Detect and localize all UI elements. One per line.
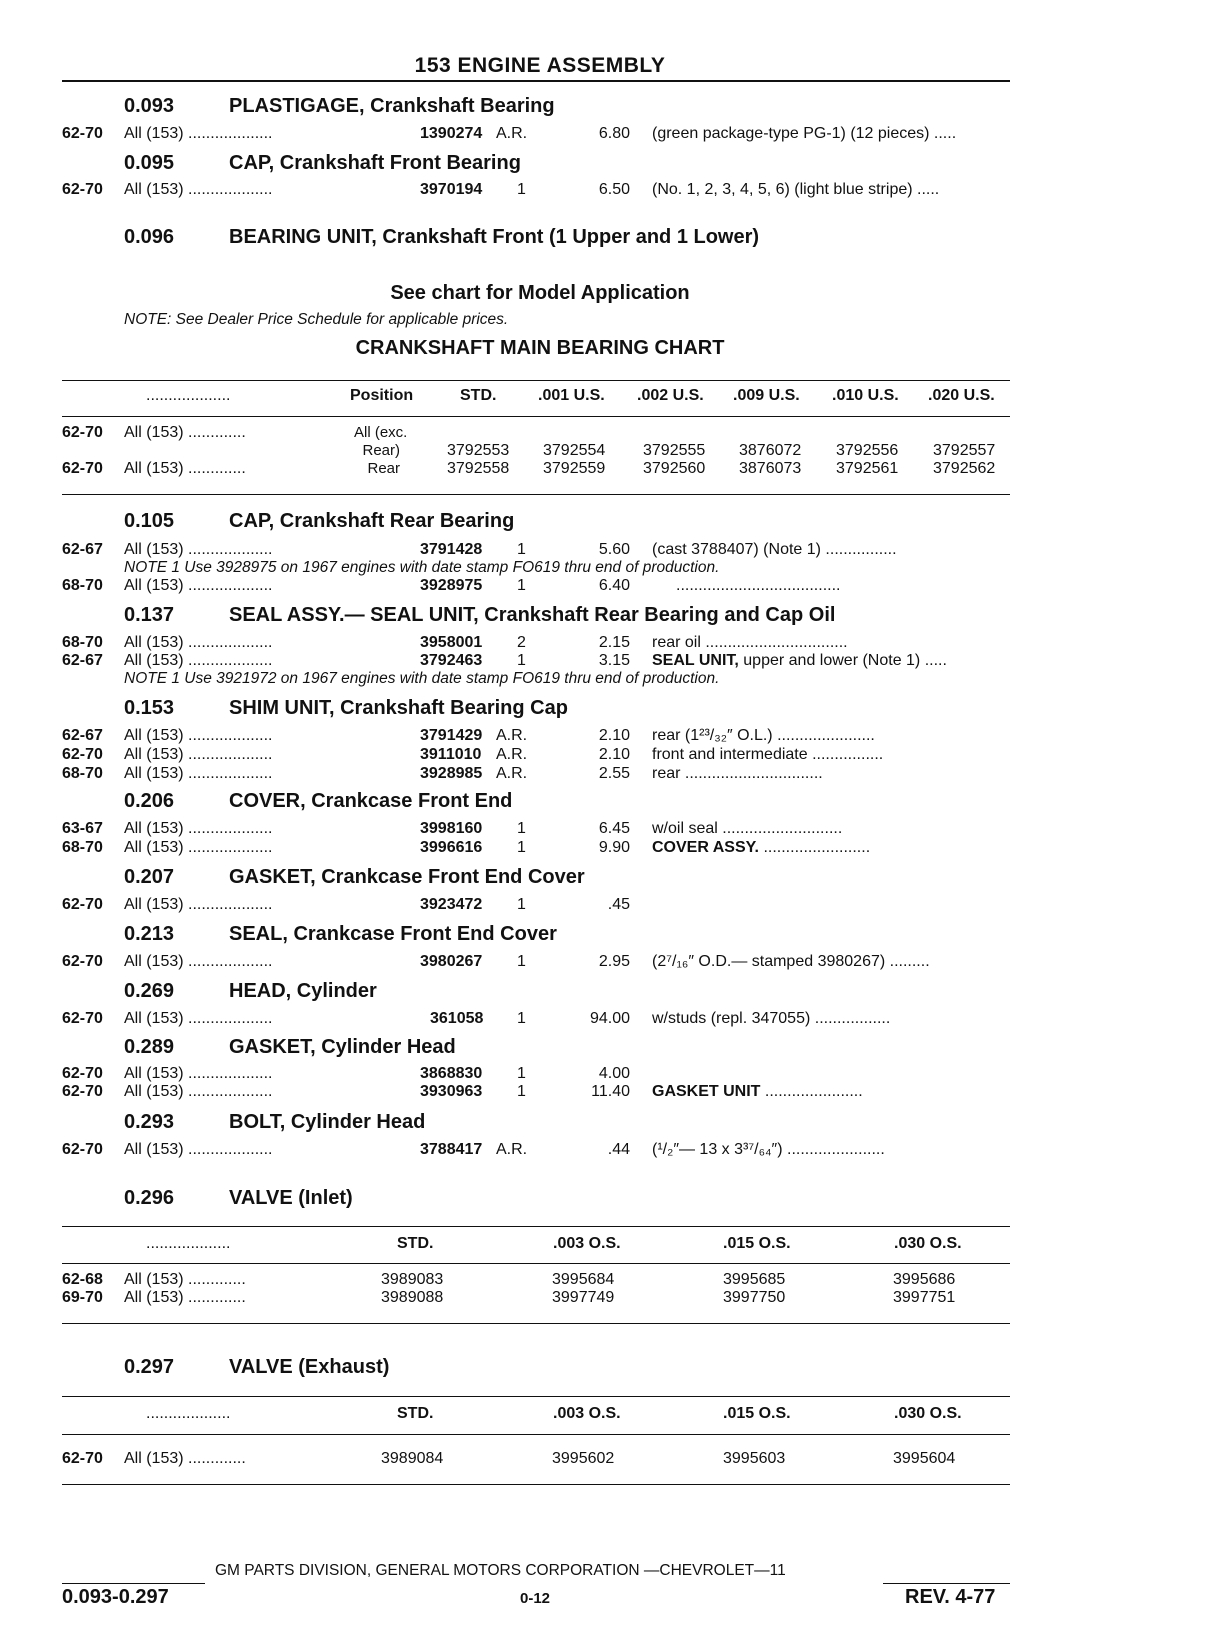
description-rest: ........................ (759, 839, 871, 856)
section-title: VALVE (Exhaust) (229, 1356, 390, 1378)
position: Rear) (362, 442, 400, 459)
part-number: 3928975 (420, 577, 483, 594)
price: 11.40 (591, 1083, 630, 1100)
part-number: 3980267 (420, 953, 483, 970)
table-rule (62, 1396, 1010, 1397)
year-range: 62-70 (62, 1083, 103, 1100)
price: 2.10 (598, 746, 630, 763)
table-rule (62, 416, 1010, 417)
header-dots: ................... (146, 1405, 231, 1422)
table-cell: 3792558 (447, 460, 510, 477)
year-range: 68-70 (62, 634, 103, 651)
footer-rule (883, 1583, 1010, 1584)
application: All (153) ............. (124, 1450, 246, 1467)
column-header: .001 U.S. (538, 387, 605, 404)
price: 2.15 (598, 634, 630, 651)
column-header: Position (350, 387, 414, 404)
table-rule (62, 1484, 1010, 1485)
footer-range: 0.093-0.297 (62, 1586, 169, 1608)
year-range: 68-70 (62, 577, 103, 594)
table-cell: 3792560 (643, 460, 706, 477)
table-cell: 3792559 (543, 460, 606, 477)
year-range: 62-70 (62, 460, 103, 477)
part-number: 3970194 (420, 181, 483, 198)
section-title: GASKET, Cylinder Head (229, 1036, 456, 1058)
price: 6.45 (598, 820, 630, 837)
section-title: BOLT, Cylinder Head (229, 1111, 426, 1133)
description: rear oil ................................ (652, 634, 848, 651)
section-title: PLASTIGAGE, Crankshaft Bearing (229, 95, 555, 117)
application: All (153) ................... (124, 634, 273, 651)
section-title: SHIM UNIT, Crankshaft Bearing Cap (229, 697, 568, 719)
part-number: 3791429 (420, 727, 483, 744)
application: All (153) ................... (124, 820, 273, 837)
part-number: 3911010 (420, 746, 482, 763)
footer-division: GM PARTS DIVISION, GENERAL MOTORS CORPORATION —CHEVROLET—11 (215, 1562, 786, 1579)
part-number: 3923472 (420, 896, 483, 913)
description: ..................................... (676, 577, 841, 594)
column-header: .010 U.S. (832, 387, 899, 404)
year-range: 62-70 (62, 896, 103, 913)
table-rule (62, 494, 1010, 495)
description: front and intermediate ................ (652, 746, 884, 763)
table-cell: 3792554 (543, 442, 606, 459)
table-rule (62, 1434, 1010, 1435)
table-cell: 3995685 (723, 1271, 786, 1288)
quantity: A.R. (496, 125, 528, 142)
section-title: GASKET, Crankcase Front End Cover (229, 866, 585, 888)
price: 94.00 (589, 1010, 630, 1027)
description: (green package-type PG-1) (12 pieces) ..... (652, 125, 957, 142)
header-rule (62, 80, 1010, 82)
part-number: 3788417 (420, 1141, 483, 1158)
header-dots: ................... (146, 1235, 231, 1252)
quantity: 1 (517, 652, 526, 669)
table-cell: 3792556 (836, 442, 899, 459)
price: 2.10 (598, 727, 630, 744)
year-range: 62-70 (62, 953, 103, 970)
quantity: A.R. (496, 727, 528, 744)
application: All (153) ................... (124, 953, 273, 970)
section-title: CAP, Crankshaft Rear Bearing (229, 510, 515, 532)
description: rear ............................... (652, 765, 823, 782)
section-number: 0.093 (124, 95, 175, 117)
column-header: STD. (397, 1405, 434, 1422)
table-cell: 3997751 (893, 1289, 956, 1306)
description-bold: GASKET UNIT (652, 1083, 761, 1100)
description: (No. 1, 2, 3, 4, 5, 6) (light blue stripe) ..... (652, 181, 940, 198)
price: 2.95 (598, 953, 630, 970)
price: 4.00 (598, 1065, 630, 1082)
description (652, 652, 947, 670)
footer-rule (62, 1583, 205, 1584)
price: .45 (607, 896, 630, 913)
application: All (153) ................... (124, 1010, 273, 1027)
year-range: 62-70 (62, 125, 103, 142)
part-number: 1390274 (420, 125, 483, 142)
quantity: 1 (517, 577, 526, 594)
section-number: 0.207 (124, 866, 175, 888)
quantity: 1 (517, 1065, 526, 1082)
dealer-note: NOTE: See Dealer Price Schedule for applicable prices. (124, 311, 509, 328)
part-number: 3930963 (420, 1083, 483, 1100)
section-number: 0.153 (124, 697, 175, 719)
application: All (153) ................... (124, 727, 273, 744)
table-cell: 3989088 (381, 1289, 444, 1306)
quantity: A.R. (496, 746, 528, 763)
section-title: CAP, Crankshaft Front Bearing (229, 152, 521, 174)
table-cell: 3997749 (552, 1289, 615, 1306)
section-number: 0.206 (124, 790, 175, 812)
description-bold: SEAL UNIT, (652, 652, 739, 669)
table-cell: 3995602 (552, 1450, 615, 1467)
section-number: 0.293 (124, 1111, 175, 1133)
description-rest: upper and lower (Note 1) ..... (738, 652, 947, 669)
table-cell: 3995603 (723, 1450, 786, 1467)
year-range: 63-67 (62, 820, 103, 837)
description: (¹/₂″— 13 x 3³⁷/₆₄″) ...................... (652, 1141, 885, 1158)
section-title: SEAL, Crankcase Front End Cover (229, 923, 557, 945)
application: All (153) ............. (124, 460, 246, 477)
application: All (153) ............. (124, 1289, 246, 1306)
price: 6.80 (598, 125, 630, 142)
section-title: COVER, Crankcase Front End (229, 790, 513, 812)
footnote: NOTE 1 Use 3921972 on 1967 engines with date stamp FO619 thru end of production. (124, 670, 720, 687)
part-number: 361058 (430, 1010, 484, 1027)
description: w/studs (repl. 347055) ................. (652, 1010, 891, 1027)
section-number: 0.137 (124, 604, 175, 626)
column-header: STD. (397, 1235, 434, 1252)
table-rule (62, 1263, 1010, 1264)
description-rest: ...................... (760, 1083, 863, 1100)
section-number: 0.297 (124, 1356, 175, 1378)
column-header: .030 O.S. (894, 1235, 962, 1252)
table-rule (62, 380, 1010, 381)
table-cell: 3995684 (552, 1271, 615, 1288)
year-range: 62-67 (62, 652, 103, 669)
quantity: 1 (517, 896, 526, 913)
table-cell: 3989084 (381, 1450, 444, 1467)
see-chart-text: See chart for Model Application (390, 282, 690, 304)
table-cell: 3792561 (836, 460, 899, 477)
section-number: 0.213 (124, 923, 175, 945)
year-range: 68-70 (62, 765, 103, 782)
section-title: BEARING UNIT, Crankshaft Front (1 Upper and 1 Lower) (229, 226, 760, 248)
part-number: 3998160 (420, 820, 483, 837)
application: All (153) ................... (124, 652, 273, 669)
section-number: 0.289 (124, 1036, 175, 1058)
footnote: NOTE 1 Use 3928975 on 1967 engines with date stamp FO619 thru end of production. (124, 559, 720, 576)
application: All (153) ................... (124, 1065, 273, 1082)
section-title: HEAD, Cylinder (229, 980, 377, 1002)
description: w/oil seal ........................... (652, 820, 843, 837)
quantity: 1 (517, 839, 526, 856)
column-header: .003 O.S. (553, 1235, 621, 1252)
table-cell: 3792555 (643, 442, 706, 459)
table-cell: 3989083 (381, 1271, 444, 1288)
quantity: 1 (517, 541, 526, 558)
year-range: 69-70 (62, 1289, 103, 1306)
table-cell: 3792562 (933, 460, 996, 477)
part-number: 3792463 (420, 652, 483, 669)
price: 6.40 (598, 577, 630, 594)
year-range: 62-70 (62, 746, 103, 763)
section-number: 0.269 (124, 980, 175, 1002)
table-rule (62, 1323, 1010, 1324)
footer-revision: REV. 4-77 (905, 1586, 996, 1608)
page-title: 153 ENGINE ASSEMBLY (414, 54, 666, 77)
table-cell: 3792553 (447, 442, 510, 459)
position: Rear (367, 460, 400, 477)
column-header: .030 O.S. (894, 1405, 962, 1422)
description (652, 839, 870, 857)
chart-title: CRANKSHAFT MAIN BEARING CHART (355, 337, 725, 359)
part-number: 3791428 (420, 541, 483, 558)
description: (cast 3788407) (Note 1) ................ (652, 541, 897, 558)
part-number: 3928985 (420, 765, 483, 782)
year-range: 62-67 (62, 727, 103, 744)
year-range: 62-68 (62, 1271, 103, 1288)
section-number: 0.296 (124, 1187, 175, 1209)
description: rear (1²³/₃₂″ O.L.) ...................... (652, 727, 875, 744)
position: All (exc. (354, 424, 408, 441)
year-range: 62-67 (62, 541, 103, 558)
section-title: SEAL ASSY.— SEAL UNIT, Crankshaft Rear Bearing and Cap Oil (229, 604, 836, 626)
quantity: 1 (517, 1083, 526, 1100)
table-cell: 3997750 (723, 1289, 786, 1306)
table-cell: 3876073 (739, 460, 802, 477)
year-range: 62-70 (62, 1010, 103, 1027)
application: All (153) ................... (124, 577, 273, 594)
table-cell: 3876072 (739, 442, 802, 459)
price: 9.90 (598, 839, 630, 856)
application: All (153) ................... (124, 541, 273, 558)
part-number: 3958001 (420, 634, 483, 651)
quantity: A.R. (496, 765, 528, 782)
column-header: .002 U.S. (637, 387, 704, 404)
price: 2.55 (598, 765, 630, 782)
description: (2⁷/₁₆″ O.D.— stamped 3980267) ......... (652, 953, 930, 970)
table-rule (62, 1226, 1010, 1227)
application: All (153) ................... (124, 1083, 273, 1100)
year-range: 62-70 (62, 1065, 103, 1082)
description (652, 1083, 863, 1101)
header-dots: ................... (146, 387, 231, 404)
quantity: 2 (517, 634, 526, 651)
application: All (153) ............. (124, 1271, 246, 1288)
year-range: 68-70 (62, 839, 103, 856)
year-range: 62-70 (62, 1450, 103, 1467)
column-header: .003 O.S. (553, 1405, 621, 1422)
price: 3.15 (598, 652, 630, 669)
quantity: 1 (517, 181, 526, 198)
table-cell: 3792557 (933, 442, 996, 459)
footer-page-number: 0-12 (520, 1590, 551, 1607)
application: All (153) ................... (124, 746, 273, 763)
description-bold: COVER ASSY. (652, 839, 759, 856)
column-header: .009 U.S. (733, 387, 800, 404)
column-header: .020 U.S. (928, 387, 995, 404)
year-range: 62-70 (62, 1141, 103, 1158)
price: 6.50 (598, 181, 630, 198)
year-range: 62-70 (62, 424, 103, 441)
quantity: 1 (517, 820, 526, 837)
section-number: 0.096 (124, 226, 175, 248)
application: All (153) ................... (124, 125, 273, 142)
quantity: 1 (517, 1010, 526, 1027)
part-number: 3868830 (420, 1065, 483, 1082)
application: All (153) ................... (124, 1141, 273, 1158)
section-title: VALVE (Inlet) (229, 1187, 353, 1209)
column-header: STD. (460, 387, 497, 404)
application: All (153) ............. (124, 424, 246, 441)
price: 5.60 (598, 541, 630, 558)
application: All (153) ................... (124, 181, 273, 198)
quantity: A.R. (496, 1141, 528, 1158)
application: All (153) ................... (124, 896, 273, 913)
application: All (153) ................... (124, 839, 273, 856)
table-cell: 3995686 (893, 1271, 956, 1288)
application: All (153) ................... (124, 765, 273, 782)
price: .44 (607, 1141, 630, 1158)
part-number: 3996616 (420, 839, 483, 856)
section-number: 0.095 (124, 152, 175, 174)
table-cell: 3995604 (893, 1450, 956, 1467)
column-header: .015 O.S. (723, 1405, 791, 1422)
quantity: 1 (517, 953, 526, 970)
column-header: .015 O.S. (723, 1235, 791, 1252)
section-number: 0.105 (124, 510, 175, 532)
year-range: 62-70 (62, 181, 103, 198)
